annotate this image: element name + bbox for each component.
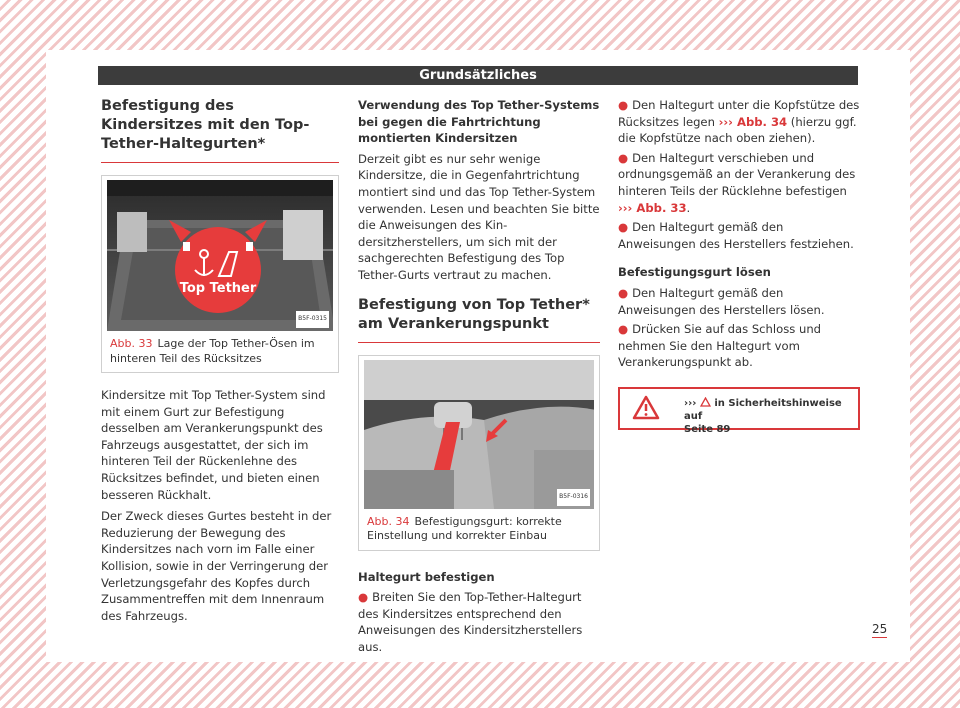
figure-caption [107,337,333,366]
subheading: Verwendung des Top Tether-Systems bei gegen die Fahrtrichtung montierten Kindersitzen [358,98,600,146]
rear-seat-illustration [364,360,594,509]
bullet-icon: ● [618,220,629,235]
chapter-header: Grundsätzliches [98,66,858,85]
list-item-text: . [686,200,691,215]
figure-34 [358,355,600,551]
list-item-text: Den Haltegurt unter die Kopfstütze des Rücksitzes legen [618,98,860,129]
list-item [618,97,860,147]
list-item-text: Den Haltegurt gemäß den Anweisungen des Herstellers festziehen. [618,220,854,251]
bullet-icon: ● [358,590,369,605]
figure-caption [364,515,594,544]
paragraph: Derzeit gibt es nur sehr wenige Kindersitze, die in Gegenfahrtrichtung montiert sind und das Top Tether-System verwenden. Lesen und beachten Sie bitte die Anweisungen des Kindersitzherstellers, um sich mit der sachgerechten Befestigung des Top Tether-Gurts vertraut zu machen. [358,151,600,282]
figure-33-image [107,180,333,331]
caption-label: Abb. 34 [367,514,410,528]
small-warning-icon [700,397,711,407]
warning-arrows: ››› [684,397,697,409]
section-heading: Befestigung von Top Tether* am Verankerungspunkt [358,296,600,343]
image-id: B5F-0316 [557,489,590,506]
safety-warning-box [618,387,860,435]
warning-triangle-icon [632,395,660,420]
list-item [618,321,860,371]
paragraph: Der Zweck dieses Gurtes besteht in der Reduzierung der Bewegung des Kindersitzes nach vorn im Falle einer Kollision, sowie in der Verringerung der Verletzungsgefahr des Kopfes durch Zusammentreffen mit dem Innenraum des Fahrzeugs. [101,509,332,623]
bullet-icon: ● [618,98,629,112]
list-item-text: Breiten Sie den Top-Tether-Haltegurt des Kindersitzes entsprechend den Anweisungen des Kindersitzherstellers aus. [358,590,583,654]
column-left [101,97,339,629]
section-heading: Befestigung des Kindersitzes mit den Top-Tether-Haltegurten* [101,97,339,163]
list-item [358,589,600,655]
figure-link[interactable]: ››› Abb. 33 [618,200,687,215]
top-tether-label: Top Tether [179,281,257,296]
warning-line-2: Seite 89 [684,423,731,435]
list-item-text: Den Haltegurt verschieben und ordnungsgemäß an der Verankerung des hinteren Teils der Rücklehne befestigen [618,150,856,198]
list-item-text: Drücken Sie auf das Schloss und nehmen Sie den Haltegurt vom Verankerungspunkt ab. [618,322,822,370]
figure-link[interactable]: ››› Abb. 34 [718,114,788,129]
caption-text: Lage der Top Tether-Ösen im hinteren Teil des Rücksitzes [110,337,315,365]
warning-line-1: in Sicherheitshinweise auf [684,397,842,422]
figure-33 [101,175,339,373]
list-item [618,219,860,252]
column-middle [358,97,600,659]
bullet-icon: ● [618,285,629,300]
list-item-text: Den Haltegurt gemäß den Anweisungen des Herstellers lösen. [618,285,825,317]
bullet-icon: ● [618,322,629,337]
paragraph: Kindersitze mit Top Tether-System sind mit einem Gurt zur Befestigung desselben am Verankerungspunkt des Fahrzeugs ausgestattet, der sich im hinteren Teil der Rückenlehne des Rücksitzes befindet, und bieten einen besseren Rückhalt. [101,388,326,502]
subheading: Haltegurt befestigen [358,569,495,584]
caption-text: Befestigungsgurt: korrekte Einstellung und korrekter Einbau [367,514,562,543]
list-item [618,150,860,216]
figure-34-image [364,360,594,509]
trunk-illustration [107,180,333,331]
subheading: Befestigungsgurt lösen [618,265,771,280]
list-item-text: (hierzu ggf. die Kopfstütze nach oben ziehen). [618,114,857,146]
warning-reference[interactable] [684,397,858,436]
image-id: B5F-0315 [296,311,329,328]
page-number: 25 [872,622,888,636]
list-item [618,285,860,318]
column-right [618,97,860,435]
caption-label: Abb. 33 [110,337,153,350]
bullet-icon: ● [618,150,629,165]
